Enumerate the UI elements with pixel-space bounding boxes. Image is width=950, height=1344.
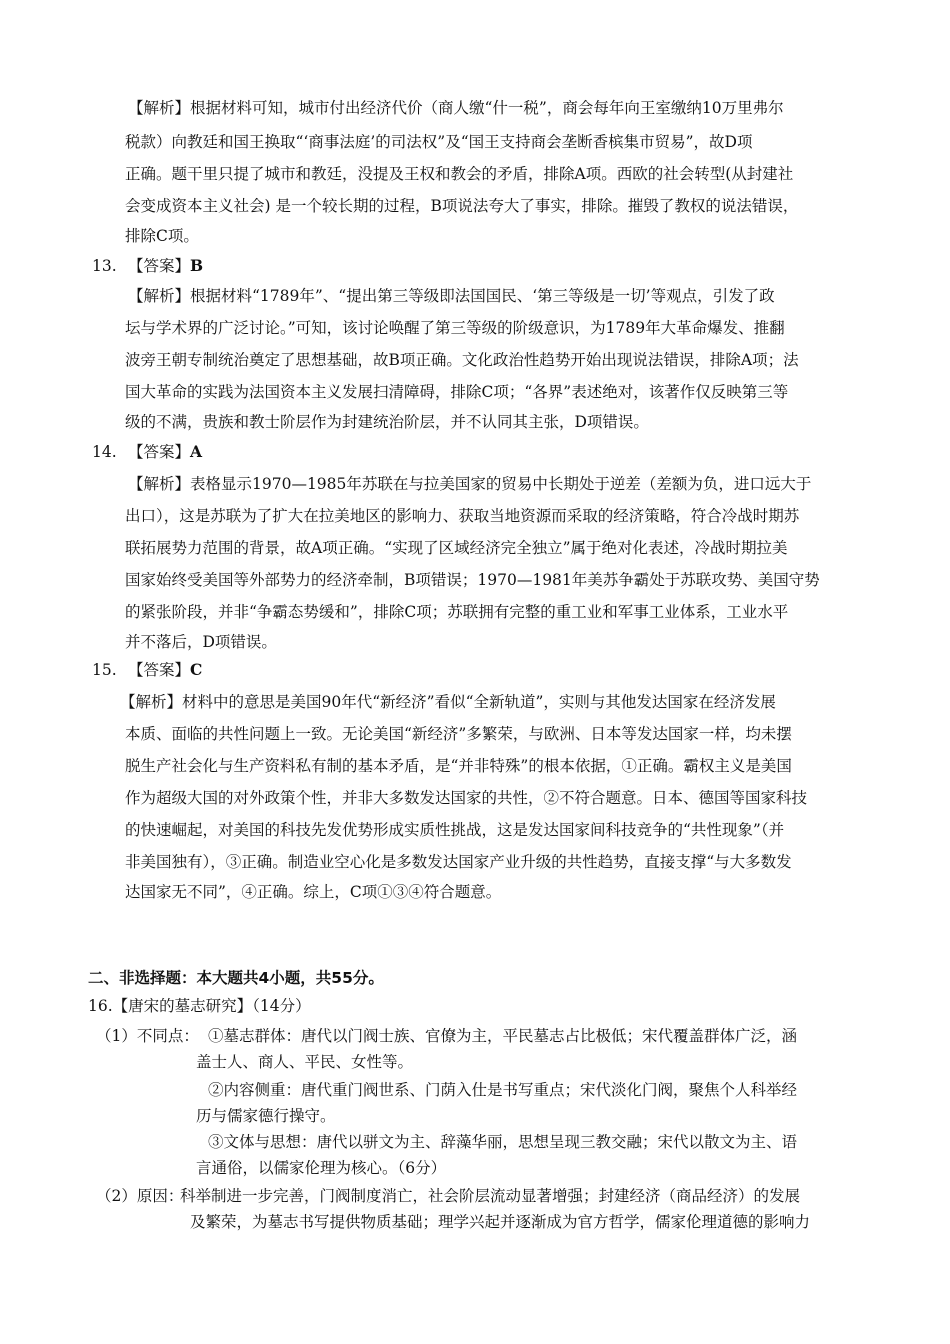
text-line: 【解析】根据材料“1789年”、“提出第三等级即法国国民、‘第三等级是一切’等观点，引发了政 [128, 287, 775, 305]
answer-label: 【答案】 [128, 661, 191, 679]
text-line: 坛与学术界的广泛讨论。”可知，该讨论唤醒了第三等级的阶级意识，为1789年大革命爆发、推翻 [125, 319, 785, 337]
text-line: 并不落后，D项错误。 [125, 633, 277, 651]
text-line: 本质、面临的共性问题上一致。无论美国“新经济”多繁荣，与欧洲、日本等发达国家一样，均未摆 [125, 725, 792, 743]
part-2-label: （2）原因： [96, 1187, 184, 1205]
answer-line [128, 660, 202, 680]
text-line: 的紧张阶段，并非“争霸态势缓和”，排除C项；苏联拥有完整的重工业和军事工业体系，工业水平 [125, 603, 789, 621]
text-line: 科举制进一步完善，门阀制度消亡，社会阶层流动显著增强；封建经济（商品经济）的发展 [180, 1187, 801, 1205]
text-line: ②内容侧重：唐代重门阀世系、门荫入仕是书写重点；宋代淡化门阀，聚焦个人科举经 [208, 1081, 798, 1099]
section-title: 二、非选择题：本大题共4小题，共55分。 [88, 969, 384, 987]
text-line: 级的不满，贵族和教士阶层作为封建统治阶层，并不认同其主张，D项错误。 [125, 413, 649, 431]
text-line: 【解析】材料中的意思是美国90年代“新经济”看似“全新轨道”，实则与其他发达国家在经济发展 [120, 693, 776, 711]
text-line: 脱生产社会化与生产资料私有制的基本矛盾，是“并非特殊”的根本依据，①正确。霸权主义是美国 [125, 757, 792, 775]
text-line: 历与儒家德行操守。 [196, 1107, 336, 1125]
question-heading: 16.【唐宋的墓志研究】（14分） [88, 997, 311, 1015]
text-line: 正确。题干里只提了城市和教廷，没提及王权和教会的矛盾，排除A项。西欧的社会转型(从封建社 [125, 165, 794, 183]
text-line: 出口），这是苏联为了扩大在拉美地区的影响力、获取当地资源而采取的经济策略，符合冷战时期苏 [125, 507, 800, 525]
text-line: 波旁王朝专制统治奠定了思想基础，故B项正确。文化政治性趋势开始出现说法错误，排除A项；法 [125, 351, 799, 369]
answer-value: C [190, 660, 203, 679]
answer-label: 【答案】 [128, 257, 191, 275]
question-number: 15. [92, 661, 117, 679]
text-line: 的快速崛起，对美国的科技先发优势形成实质性挑战，这是发达国家间科技竞争的“共性现象”（并 [125, 821, 785, 839]
text-line: 达国家无不同”，④正确。综上，C项①③④符合题意。 [125, 883, 502, 901]
answer-line [128, 442, 202, 462]
text-line: ③文体与思想：唐代以骈文为主、辞藻华丽，思想呈现三教交融；宋代以散文为主、语 [208, 1133, 798, 1151]
text-line: 作为超级大国的对外政策个性，并非大多数发达国家的共性，②不符合题意。日本、德国等国家科技 [125, 789, 808, 807]
text-line: 排除C项。 [125, 227, 199, 245]
text-line: 联拓展势力范围的背景，故A项正确。“实现了区域经济完全独立”属于绝对化表述，冷战时期拉美 [125, 539, 788, 557]
text-line: 国家始终受美国等外部势力的经济牵制，B项错误；1970—1981年美苏争霸处于苏联攻势、美国守势 [125, 571, 820, 589]
text-line: ①墓志群体：唐代以门阀士族、官僚为主，平民墓志占比极低；宋代覆盖群体广泛，涵 [208, 1027, 798, 1045]
text-line: 【解析】表格显示1970—1985年苏联在与拉美国家的贸易中长期处于逆差（差额为负，进口远大于 [128, 475, 812, 493]
text-line: 盖士人、商人、平民、女性等。 [196, 1053, 414, 1071]
answer-label: 【答案】 [128, 443, 191, 461]
text-line: 言通俗，以儒家伦理为核心。（6分） [196, 1159, 447, 1177]
part-1-label: （1）不同点： [96, 1027, 199, 1045]
answer-value: B [190, 256, 204, 275]
text-line: 会变成资本主义社会) 是一个较长期的过程，B项说法夸大了事实，排除。摧毁了教权的说法错误， [125, 197, 799, 215]
question-number: 14. [92, 443, 117, 461]
question-number: 13. [92, 257, 117, 275]
answer-value: A [190, 442, 203, 461]
text-line: 税款）向教廷和国王换取“‘商事法庭’的司法权”及“国王支持商会垄断香槟集市贸易”，故D项 [125, 133, 753, 151]
answer-line [128, 256, 203, 276]
text-line: 非美国独有），③正确。制造业空心化是多数发达国家产业升级的共性趋势，直接支撑“与大多数发 [125, 853, 792, 871]
text-line: 【解析】根据材料可知，城市付出经济代价（商人缴“什一税”，商会每年向王室缴纳10万里弗尔 [128, 99, 784, 117]
text-line: 及繁荣，为墓志书写提供物质基础；理学兴起并逐渐成为官方哲学，儒家伦理道德的影响力 [190, 1213, 811, 1231]
text-line: 国大革命的实践为法国资本主义发展扫清障碍，排除C项；“各界”表述绝对，该著作仅反映第三等 [125, 383, 789, 401]
